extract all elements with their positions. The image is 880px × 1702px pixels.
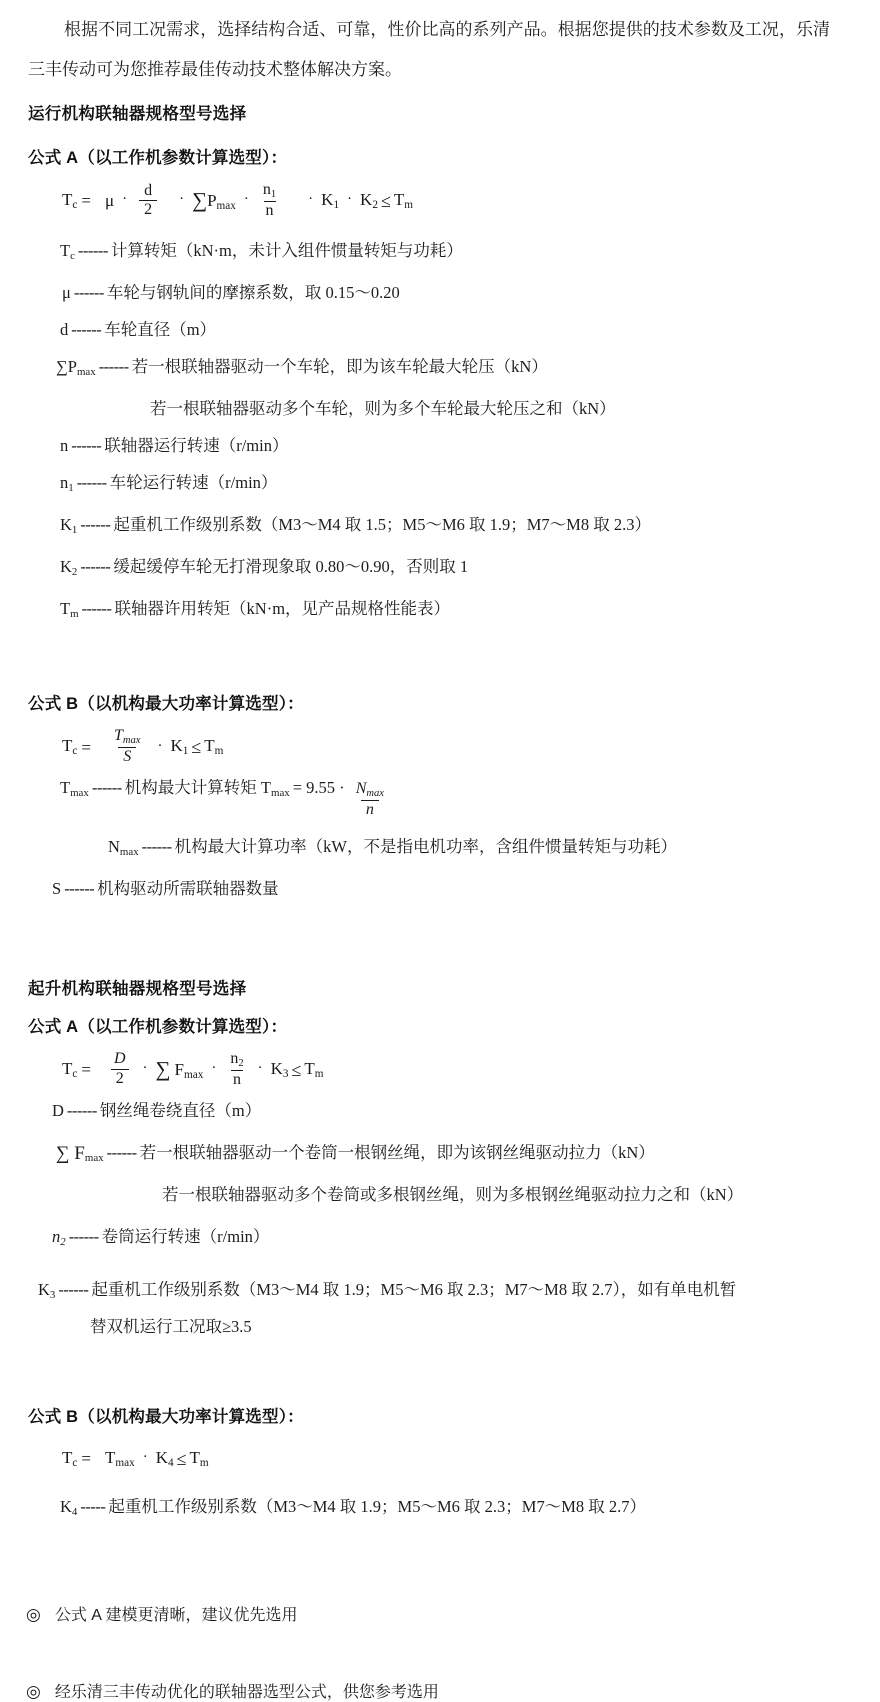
definition-text: 钢丝绳卷绕直径（m） — [99, 1100, 262, 1120]
definition-dash: ------ — [91, 777, 122, 797]
definition-symbol: n — [60, 435, 69, 455]
eq-lhs-tc: $T_c$ — [62, 189, 78, 211]
definition-symbol: ∑ $F_{max}$ — [56, 1142, 104, 1164]
spacer-before-formula-b — [0, 626, 880, 690]
eq-equals: = — [81, 737, 91, 757]
equation-running-formula-a — [0, 182, 880, 220]
definition-text: 联轴器许用转矩（kN·m，见产品规格性能表） — [114, 599, 451, 619]
eq-sigma-pmax: $\sum P_{max}$ — [192, 188, 236, 213]
definition-sigma-pmax — [0, 342, 880, 384]
eq-less-equal: ≤ — [291, 1059, 302, 1080]
definition-text: 车轮运行转速（r/min） — [109, 472, 278, 492]
eq-lhs-tc: $T_c$ — [62, 1058, 78, 1080]
definition-text-tail: = 9.55 · — [292, 777, 345, 797]
definition-nmax — [0, 819, 880, 864]
eq-fraction-n1-over-n — [261, 182, 278, 220]
eq-dot-1: · — [157, 737, 163, 754]
definition-text-sub: max — [271, 786, 290, 799]
definition-symbol: $\sum P_{max}$ — [56, 356, 96, 378]
definition-dash: ------ — [76, 472, 107, 492]
eq-dot-5: · — [347, 191, 353, 208]
definition-symbol: $K_3$ — [38, 1279, 56, 1301]
section-heading-running-mechanism: 运行机构联轴器规格型号选择 — [28, 105, 247, 123]
definition-sigma-fmax-continued — [0, 1170, 880, 1207]
eq-tm: $T_m$ — [189, 1447, 209, 1469]
definition-n1 — [0, 458, 880, 500]
definition-text: 车轮直径（m） — [104, 319, 217, 339]
definition-text: 机构驱动所需联轴器数量 — [97, 878, 279, 898]
definition-dash: ------ — [77, 240, 108, 260]
definition-text: 起重机工作级别系数（M3～M4 取 1.9；M5～M6 取 2.3；M7～M8 取 2.7） — [108, 1497, 646, 1517]
definition-tm — [0, 584, 880, 626]
definition-text: 缓起缓停车轮无打滑现象取 0.80～0.90，否则取 1 — [113, 557, 469, 577]
eq-tm: $T_m$ — [304, 1058, 324, 1080]
definition-dash: ------ — [64, 878, 95, 898]
definition-dash: ------ — [98, 356, 129, 376]
definition-symbol: $K_1$ — [60, 514, 78, 537]
definition-symbol: D — [52, 1100, 64, 1120]
eq-fraction-n2-over-n — [228, 1051, 245, 1089]
equation-hoisting-formula-b — [0, 1449, 880, 1469]
definition-sigma-pmax-continued — [0, 384, 880, 421]
spacer-before-hoisting-formula-b — [0, 1339, 880, 1403]
top-spacer — [0, 0, 880, 10]
definition-text: 若一根联轴器驱动多个车轮，则为多个车轮最大轮压之和（kN） — [150, 398, 616, 418]
eq-dot-2: · — [211, 1060, 217, 1077]
definition-dash: ------ — [71, 319, 102, 339]
definition-symbol: $n_2$ — [52, 1226, 66, 1248]
definition-dash: ------ — [58, 1279, 89, 1299]
definition-dash: ------ — [81, 599, 112, 619]
definition-symbol: μ — [62, 282, 71, 302]
definition-k3 — [0, 1254, 880, 1307]
definition-D — [0, 1095, 880, 1123]
fraction-numerator: $n_2$ — [230, 1049, 244, 1069]
definition-symbol: $T_{max}$ — [60, 777, 89, 799]
definition-text: 起重机工作级别系数（M3～M4 取 1.9；M5～M6 取 2.3；M7～M8 取 2.7），如有单电机暂 — [91, 1279, 737, 1299]
eq-fraction-nmax-over-n — [351, 781, 389, 819]
definition-dash: ------ — [80, 557, 111, 577]
definition-text: 联轴器运行转速（r/min） — [104, 435, 289, 455]
eq-k4: $K_4$ — [155, 1447, 174, 1469]
definition-sigma-fmax — [0, 1123, 880, 1170]
definition-k2 — [0, 542, 880, 584]
spacer-before-section-2 — [0, 901, 880, 965]
definition-symbol: S — [52, 878, 62, 898]
fraction-denominator: 2 — [111, 1069, 129, 1088]
definition-symbol: $n_1$ — [60, 472, 74, 494]
eq-dot-3: · — [257, 1060, 263, 1077]
definition-mu — [0, 268, 880, 305]
equation-running-formula-b — [0, 728, 880, 766]
eq-dot-3: · — [243, 191, 249, 208]
definition-symbol: $K_4$ — [60, 1497, 78, 1519]
fraction-denominator: n — [232, 1070, 241, 1088]
formula-a-title-running: 公式 A（以工作机参数计算选型）： — [28, 149, 288, 167]
definition-s — [0, 864, 880, 901]
definition-n — [0, 421, 880, 458]
eq-fraction-d-over-2 — [139, 183, 157, 220]
formula-b-title-running: 公式 B（以机构最大功率计算选型）： — [28, 695, 304, 714]
definition-text: 若一根联轴器驱动多个卷筒或多根钢丝绳，则为多根钢丝绳驱动拉力之和（kN） — [162, 1184, 744, 1204]
definition-symbol: $K_2$ — [60, 557, 78, 579]
fraction-numerator: D — [113, 1050, 126, 1068]
eq-equals: = — [81, 191, 91, 211]
definition-text: 计算转矩（kN·m，未计入组件惯量转矩与功耗） — [110, 240, 463, 260]
double-circle-bullet-icon: ◎ — [26, 1605, 41, 1625]
definition-dash: ----- — [80, 1497, 106, 1517]
definition-text: 机构最大计算功率（kW，不是指电机功率，含组件惯量转矩与功耗） — [174, 836, 677, 856]
eq-lhs-tc: $T_c$ — [62, 1447, 78, 1469]
eq-less-equal: ≤ — [191, 737, 202, 758]
definition-dash: ------ — [80, 514, 111, 534]
definition-k4 — [0, 1475, 880, 1524]
definition-tmax — [0, 772, 880, 819]
definition-text: 机构最大计算转矩 T — [124, 777, 272, 797]
definition-symbol: d — [60, 319, 69, 339]
eq-k2: $K_2$ — [360, 189, 378, 211]
eq-mu: μ — [104, 191, 115, 211]
eq-k1: $K_1$ — [321, 189, 340, 211]
intro-text: 根据不同工况需求，选择结构合适、可靠，性价比高的系列产品。根据您提供的技术参数及工况，乐清三丰传动可为您推荐最佳传动技术整体解决方案。 — [28, 20, 830, 79]
eq-equals: = — [81, 1449, 91, 1469]
note-text: 经乐清三丰传动优化的联轴器选型公式，供您参考选用 — [54, 1684, 439, 1702]
definition-text: 卷筒运行转速（r/min） — [101, 1226, 270, 1246]
definition-d — [0, 305, 880, 342]
definition-dash: ------ — [71, 435, 102, 455]
spacer-between-notes — [0, 1625, 880, 1679]
eq-tmax: $T_{max}$ — [104, 1447, 135, 1469]
definition-k3-continued — [0, 1307, 880, 1339]
definition-symbol: $N_{max}$ — [108, 836, 139, 858]
equation-hoisting-formula-a — [0, 1051, 880, 1089]
definition-text: 若一根联轴器驱动一个卷筒一根钢丝绳，即为该钢丝绳驱动拉力（kN） — [139, 1142, 655, 1162]
definition-k1 — [0, 500, 880, 542]
eq-less-equal: ≤ — [176, 1448, 187, 1469]
fraction-numerator: $n_1$ — [262, 181, 277, 200]
formula-a-title-hoisting: 公式 A（以工作机参数计算选型）： — [28, 1017, 288, 1036]
fraction-numerator: $T_{max}$ — [113, 727, 141, 747]
section-heading-hoisting-mechanism: 起升机构联轴器规格型号选择 — [28, 979, 247, 998]
fraction-numerator: d — [144, 181, 153, 199]
definition-n2 — [0, 1207, 880, 1254]
eq-k3: $K_3$ — [270, 1058, 289, 1080]
fraction-numerator: $N_{max}$ — [355, 779, 384, 799]
eq-dot-4: · — [308, 191, 314, 208]
definition-dash: ------ — [141, 836, 172, 856]
definition-dash: ------ — [68, 1226, 99, 1246]
definition-symbol: $T_m$ — [60, 599, 79, 621]
eq-sigma-fmax: ∑ $F_{max}$ — [155, 1057, 204, 1082]
definition-dash: ------ — [66, 1100, 97, 1120]
eq-lhs-tc: $T_c$ — [62, 735, 78, 757]
definition-symbol: $T_c$ — [60, 240, 75, 262]
definition-text: 若一根联轴器驱动一个车轮，即为该车轮最大轮压（kN） — [131, 356, 548, 376]
definition-text: 起重机工作级别系数（M3～M4 取 1.5；M5～M6 取 1.9；M7～M8 取 2.3） — [113, 514, 651, 534]
double-circle-bullet-icon: ◎ — [26, 1682, 41, 1702]
eq-fraction-D-over-2 — [109, 1051, 131, 1088]
eq-dot-1: · — [122, 191, 128, 208]
note-item-2 — [0, 1679, 880, 1702]
spacer-before-notes — [0, 1524, 880, 1602]
eq-tm: $T_m$ — [393, 189, 413, 211]
fraction-denominator: n — [265, 202, 274, 220]
definition-text: 车轮与钢轨间的摩擦系数，取 0.15～0.20 — [106, 282, 400, 302]
eq-dot-1: · — [142, 1060, 148, 1077]
definition-dash: ------ — [106, 1142, 137, 1162]
fraction-denominator: n — [361, 800, 379, 819]
definition-dash: ------ — [73, 282, 104, 302]
definition-text: 替双机运行工况取≥3.5 — [90, 1316, 252, 1336]
eq-dot-2: · — [179, 191, 185, 208]
fraction-denominator: S — [118, 747, 136, 766]
eq-equals: = — [81, 1060, 91, 1080]
note-text: 公式 A 建模更清晰，建议优先选用 — [54, 1607, 298, 1625]
formula-b-title-hoisting: 公式 B（以机构最大功率计算选型）： — [28, 1407, 304, 1426]
fraction-denominator: 2 — [139, 200, 157, 219]
eq-tm: $T_m$ — [204, 735, 224, 757]
intro-paragraph — [0, 10, 880, 90]
eq-less-equal: ≤ — [380, 190, 391, 211]
eq-k1: $K_1$ — [170, 735, 189, 757]
eq-dot-1: · — [142, 1449, 148, 1466]
definition-tc — [0, 226, 880, 268]
eq-fraction-tmax-over-s — [109, 728, 145, 766]
